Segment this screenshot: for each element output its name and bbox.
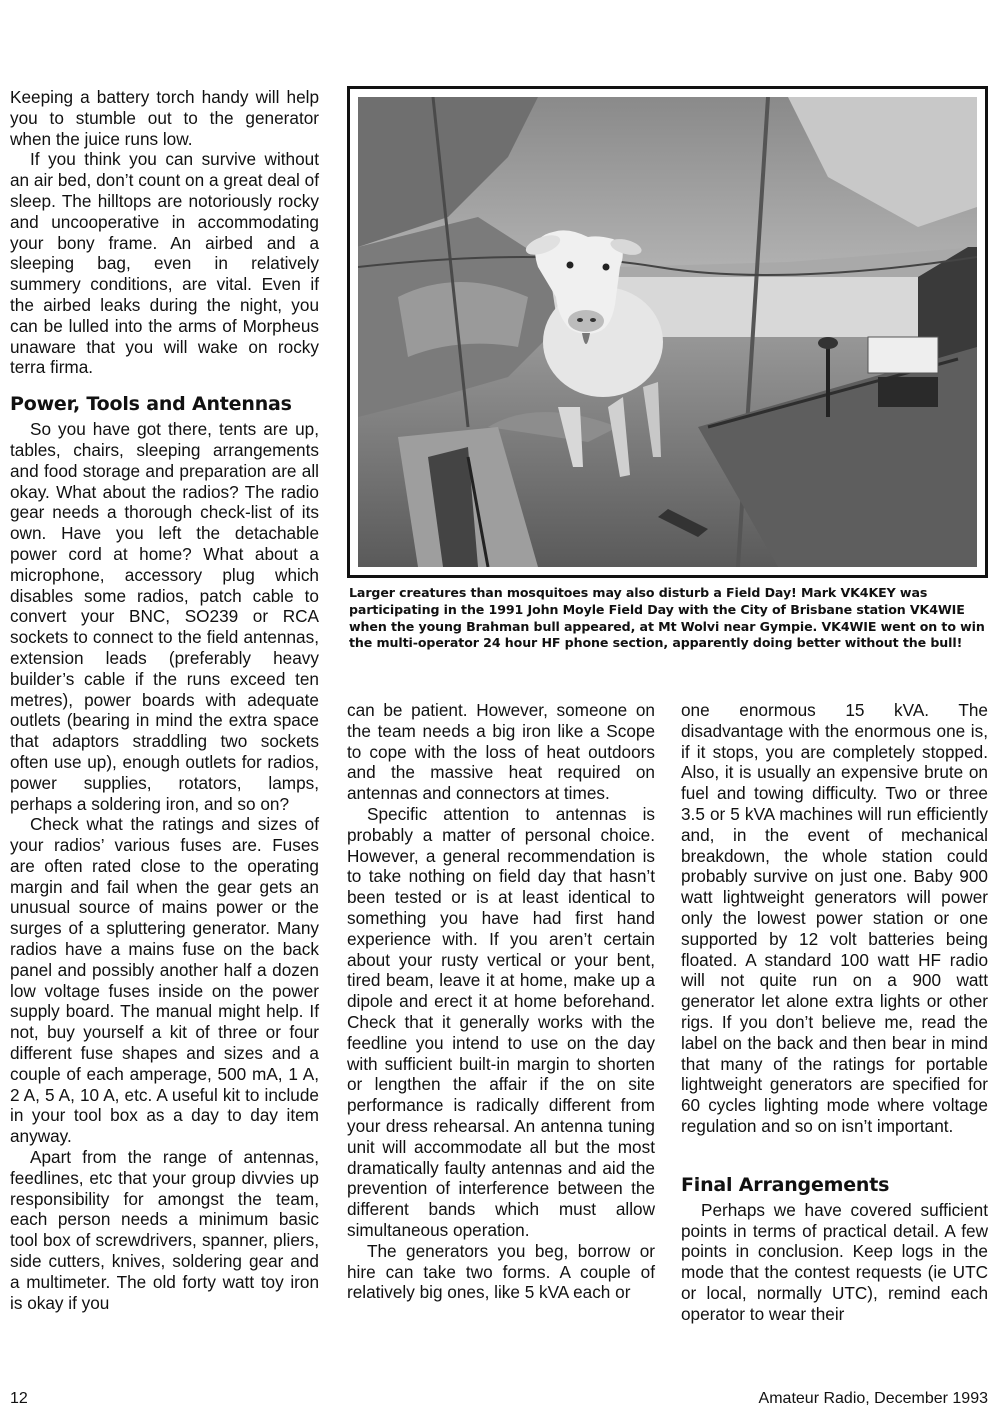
paragraph: So you have got there, tents are up, tables, chairs, sleeping arrangements and food storage and preparation are all okay. What about the radios? The radio gear needs a thorough check-list of its own. Have you left the detachable power cord at home? What about a microphone, accessory plug which disables some radios, patch cable to convert your BNC, SO239 or RCA sockets to connect to the field antennas, extension leads (preferably heavy builder’s cable if the runs exceed ten metres), power boards with adequate outlets (bearing in mind the extra space that adaptors straddling two sockets often use up), enough outlets for radios, power supplies, rotators, lamps, perhaps a soldering iron, and so on? [10, 419, 319, 814]
article-column-3 [681, 700, 988, 1325]
paragraph: Apart from the range of antennas, feedlines, etc that your group divvies up responsibility for amongst the team, each person needs a minimum basic tool box of screwdrivers, spanner, pliers, side cutters, knives, soldering gear and a multimeter. The old forty watt toy iron is okay if you [10, 1147, 319, 1313]
paragraph: one enormous 15 kVA. The disadvantage with the enormous one is, if it stops, you are completely stopped. Also, it is usually an expensive brute on fuel and towing difficulty. Two or three 3.5 or 5 kVA machines will run efficiently and, in the event of mechanical breakdown, the whole station could probably survive on just one. Baby 900 watt lightweight generators will power only the lowest power station or one supported by 12 volt batteries being floated. A standard 100 watt HF radio will not quite run on a 900 watt generator let alone extra lights or other rigs. If you don’t believe me, read the label on the back and then bear in mind that many of the ratings for portable lightweight generators are specified for 60 cycles lighting mode where voltage regulation and so on isn’t important. [681, 700, 988, 1136]
paragraph: The generators you beg, borrow or hire can take two forms. A couple of relatively big ones, like 5 kVA each or [347, 1240, 655, 1303]
paragraph: Keeping a battery torch handy will help you to stumble out to the generator when the juice runs low. [10, 87, 319, 149]
page-number: 12 [10, 1390, 28, 1407]
publication-footer: Amateur Radio, December 1993 [758, 1390, 988, 1407]
photo-caption: Larger creatures than mosquitoes may also disturb a Field Day! Mark VK4KEY was participating in the 1991 John Moyle Field Day with the City of Brisbane station VK4WIE when the young Brahman bull appeared, at Mt Wolvi near Gympie. VK4WIE went on to win the multi-operator 24 hour HF phone section, apparently doing better without the bull! [349, 585, 985, 651]
article-column-1 [10, 87, 319, 1313]
paragraph: Specific attention to antennas is probably a matter of personal choice. However, a general recommendation is to take nothing on field day that hasn’t been tested or is at least identical to something you have had first hand experience with. If you aren’t certain about your rusty vertical or your bent, tired beam, leave it at home, make up a dipole and erect it at home beforehand. Check that it generally works with the feedline you intend to use on the day with sufficient built-in margin to shorten or lengthen the affair if the on site performance is radically different from your dress rehearsal. An antenna tuning unit will accommodate all but the most dramatically faulty antennas and aid the prevention of interference between the different bands which must allow simultaneous operation. [347, 803, 655, 1240]
article-column-2 [347, 700, 655, 1303]
paragraph: Check what the ratings and sizes of your radios’ various fuses are. Fuses are often rated close to the operating margin and fail when the gear gets an unusual source of mains power or the surges of a spluttering generator. Many radios have a mains fuse on the back panel and possibly another half a dozen low voltage fuses inside on the power supply board. The manual might help. If not, buy yourself a kit of three or four different fuse shapes and sizes and a couple of each amperage, 500 mA, 1 A, 2 A, 5 A, 10 A, etc. A useful kit to include in your tool box as a day to day item anyway. [10, 814, 319, 1147]
bull-in-tent-photo [358, 97, 977, 567]
section-heading: Power, Tools and Antennas [10, 393, 292, 416]
section-heading: Final Arrangements [681, 1173, 890, 1196]
photo-frame [347, 86, 988, 578]
paragraph: If you think you can survive without an air bed, don’t count on a great deal of sleep. The hilltops are notoriously rocky and uncooperative in accommodating your bony frame. An airbed and a sleeping bag, even in relatively summery conditions, are vital. Even if the airbed leaks during the night, you can be lulled into the arms of Morpheus unaware that you will wake on rocky terra firma. [10, 149, 319, 378]
paragraph: can be patient. However, someone on the team needs a big iron like a Scope to cope with the loss of heat outdoors and the massive heat required on antennas and connectors at times. [347, 700, 655, 804]
paragraph: Perhaps we have covered sufficient points in terms of practical detail. A few points in conclusion. Keep logs in the mode that the contest requests (ie UTC or local, normally UTC), remind each operator to wear their [681, 1199, 988, 1324]
